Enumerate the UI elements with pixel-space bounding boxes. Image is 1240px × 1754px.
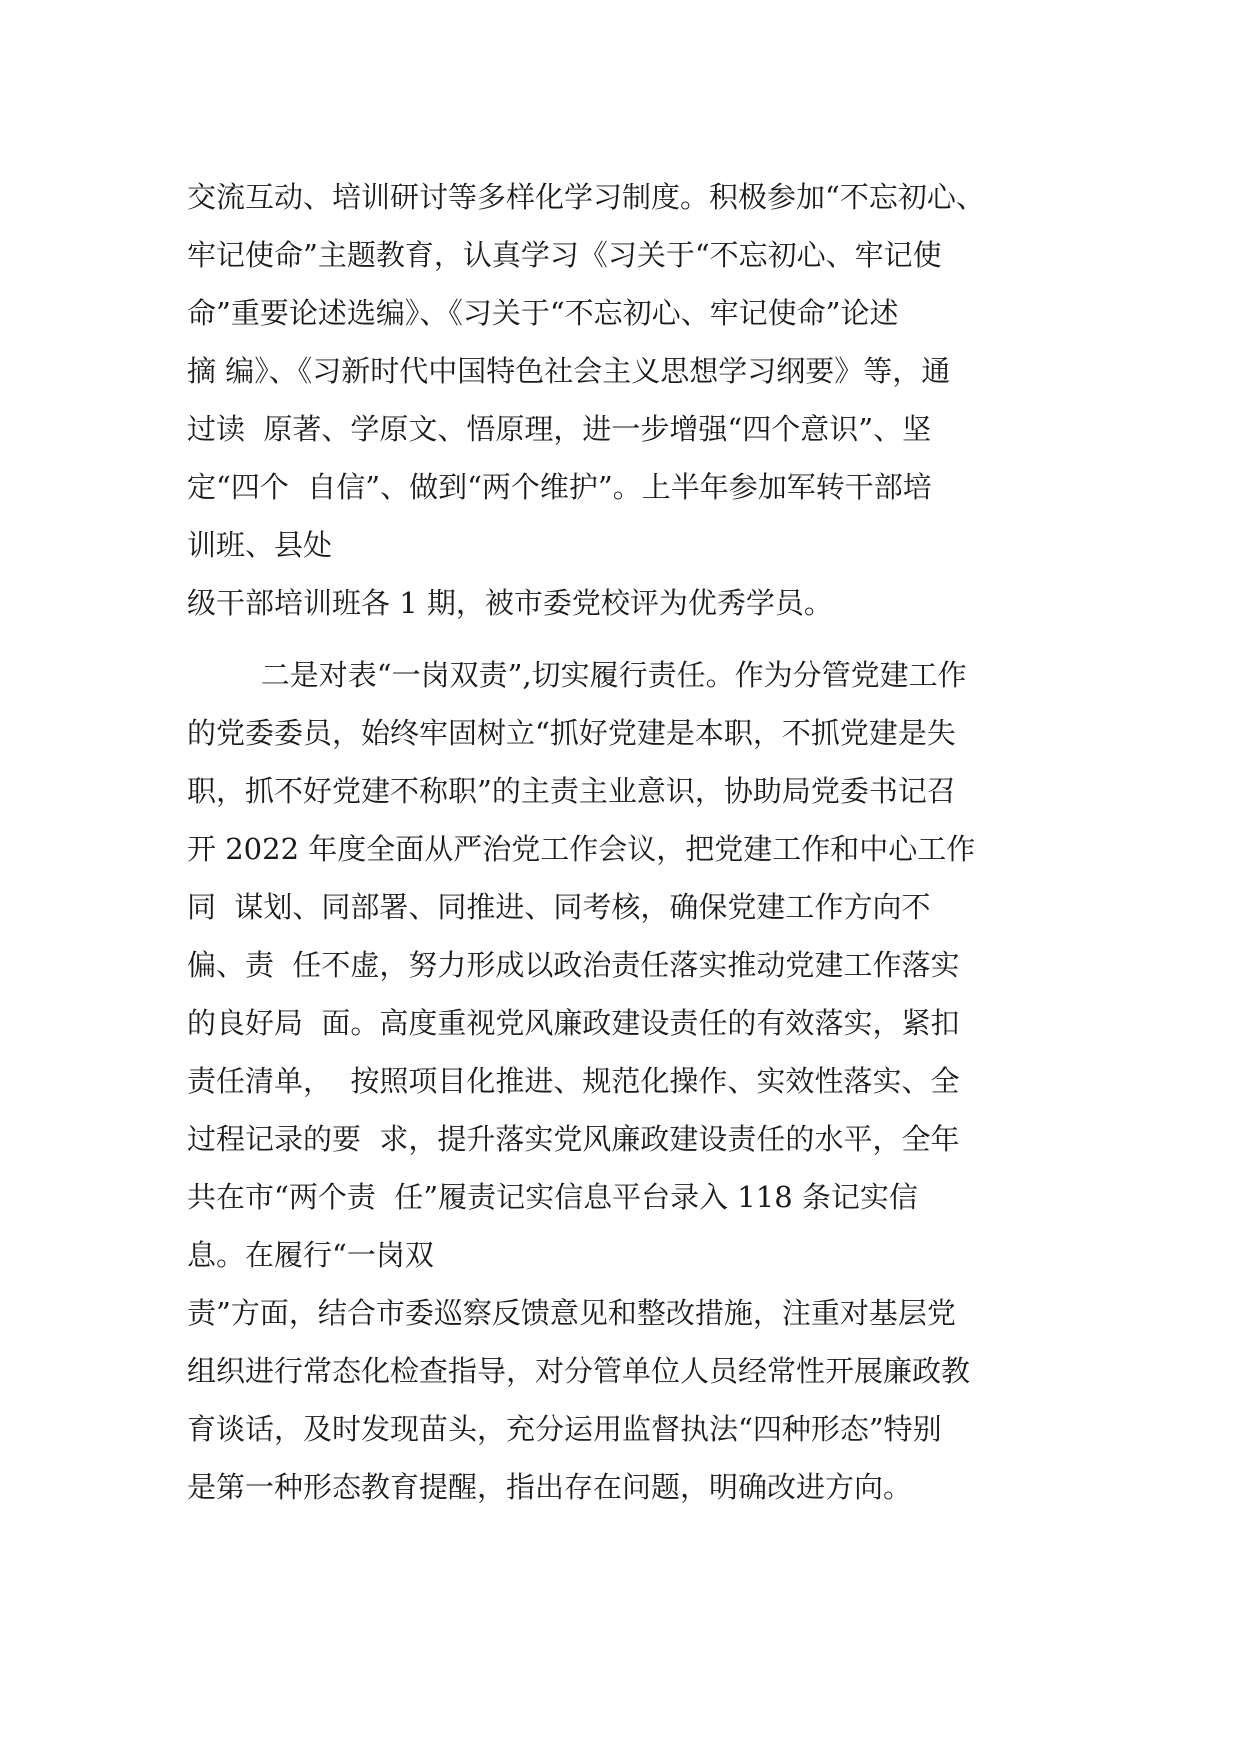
text-line: 职，抓不好党建不称职”的主责主业意识，协助局党委书记召 [187, 774, 956, 808]
text-line: 同 谋划、同部署、同推进、同考核，确保党建工作方向不 [187, 890, 931, 924]
text-line: 过程记录的要 求，提升落实党风廉政建设责任的水平，全年 [187, 1122, 960, 1156]
text-line: 牢记使命”主题教育，认真学习《习关于“不忘初心、牢记使 [187, 238, 942, 272]
text-line: 息。在履行“一岗双 [187, 1238, 434, 1272]
text-line: 的良好局 面。高度重视党风廉政建设责任的有效落实，紧扣 [187, 1006, 960, 1040]
text-line: 二是对表“一岗双责”,切实履行责任。作为分管党建工作 [187, 658, 967, 692]
text-line: 的党委委员，始终牢固树立“抓好党建是本职，不抓党建是失 [187, 716, 956, 750]
text-line: 过读 原著、学原文、悟原理，进一步增强“四个意识”、坚 [187, 412, 932, 446]
text-line: 命”重要论述选编》、《习关于“不忘初心、牢记使命”论述 [187, 296, 899, 330]
text-line: 是第一种形态教育提醒，指出存在问题，明确改进方向。 [187, 1470, 913, 1504]
text-line: 级干部培训班各 1 期，被市委党校评为优秀学员。 [187, 586, 833, 620]
text-line: 责”方面，结合市委巡察反馈意见和整改措施，注重对基层党 [187, 1296, 956, 1330]
text-line: 训班、县处 [187, 528, 333, 562]
text-line: 责任清单， 按照项目化推进、规范化操作、实效性落实、全 [187, 1064, 960, 1098]
text-line: 交流互动、培训研讨等多样化学习制度。积极参加“不忘初心、 [187, 180, 985, 214]
document-body [187, 168, 1067, 1516]
text-line: 偏、责 任不虚，努力形成以政治责任落实推动党建工作落实 [187, 948, 960, 982]
paragraph-1 [187, 168, 1067, 632]
text-line: 育谈话，及时发现苗头，充分运用监督执法“四种形态”特别 [187, 1412, 942, 1446]
text-line: 开 2022 年度全面从严治党工作会议，把党建工作和中心工作 [187, 832, 976, 866]
text-line: 定“四个 自信”、做到“两个维护”。上半年参加军转干部培 [187, 470, 932, 504]
paragraph-2 [187, 646, 1067, 1516]
text-line: 摘 编》、《习新时代中国特色社会主义思想学习纲要》等，通 [187, 354, 951, 388]
text-line: 组织进行常态化检查指导，对分管单位人员经常性开展廉政教 [187, 1354, 971, 1388]
paragraph-gap [187, 632, 1067, 646]
text-line: 共在市“两个责 任”履责记实信息平台录入 118 条记实信 [187, 1180, 918, 1214]
